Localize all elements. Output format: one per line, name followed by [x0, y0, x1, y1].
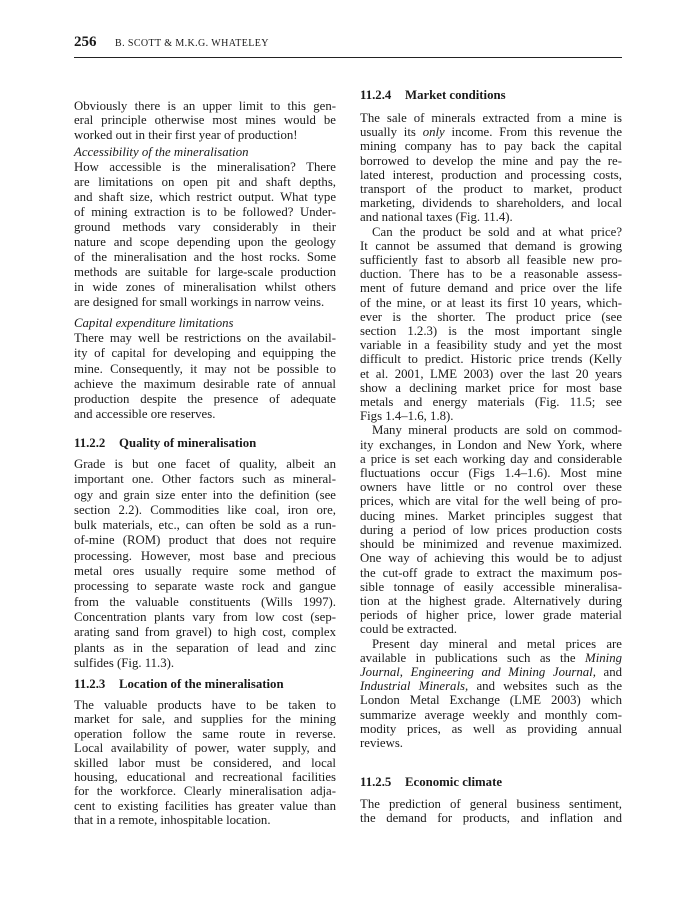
- text: Present day mineral and metal prices are: [372, 636, 622, 651]
- text: of-mine (ROM) product that does not require: [74, 533, 336, 548]
- text: ducing mines. Market principles suggest that: [360, 508, 622, 523]
- text-line: [74, 362, 336, 377]
- quality-paragraph: [74, 457, 336, 671]
- text-line: [74, 160, 336, 175]
- text: the demand for products, and inflation and: [360, 810, 622, 825]
- text-line: [74, 813, 336, 827]
- text-line: [74, 457, 336, 472]
- accessibility-section: [74, 145, 336, 310]
- text: Local availability of power, water supply, and: [74, 741, 336, 756]
- text-line: [74, 564, 336, 579]
- text-line: [74, 727, 336, 741]
- text: section 2.2). Commodities like coal, iron ore,: [74, 502, 336, 517]
- text-line: [360, 452, 622, 466]
- text: a price is set each working day and considerable: [360, 451, 622, 466]
- section-title: Location of the mineralisation: [119, 677, 284, 691]
- text: The sale of minerals extracted from a mine is: [360, 111, 622, 125]
- text: from the valuable constituents (Wills 1997).: [74, 594, 336, 609]
- section-number: 11.2.3: [74, 677, 106, 691]
- text: How accessible is the mineralisation? There: [74, 160, 336, 174]
- text-line: [74, 770, 336, 784]
- text: achieve the maximum desirable rate of annual: [74, 376, 336, 391]
- text-line: [360, 608, 622, 622]
- text: show a declining market price for most base: [360, 380, 622, 395]
- text-line: [74, 175, 336, 190]
- text: summarize average weekly and monthly com-: [360, 707, 622, 722]
- intro-paragraph: [74, 99, 336, 142]
- text-line: [74, 595, 336, 610]
- italic-text: only: [422, 125, 445, 140]
- running-head: [74, 34, 622, 58]
- text-line: [74, 625, 336, 640]
- text: in wide zones of mineralisation whilst others: [74, 280, 336, 294]
- text: et al. 2001, LME 2003) over the last 20 years: [360, 366, 622, 381]
- text: The prediction of general business sentiment,: [360, 797, 622, 811]
- text-line: [360, 665, 622, 679]
- text-line: [360, 480, 622, 494]
- text: arating sand from gravel) to high cost, complex: [74, 625, 336, 640]
- text: fluctuations occur (Figs 1.4–1.6). Most mine: [360, 466, 622, 481]
- text: It cannot be assumed that demand is growing: [360, 238, 622, 253]
- section-title: Market conditions: [405, 88, 506, 102]
- text-line: [360, 196, 622, 210]
- text-line: [360, 438, 622, 452]
- text: of the mineralisation and the host rocks. Some: [74, 250, 336, 264]
- text-line: [360, 267, 622, 281]
- text-line: [360, 367, 622, 381]
- text-line: [74, 392, 336, 407]
- text: and national taxes (Fig. 11.4).: [360, 210, 513, 225]
- text-line: [360, 139, 622, 153]
- text: The valuable products have to be taken to: [74, 698, 336, 712]
- text-line: [360, 395, 622, 409]
- text-line: [74, 331, 336, 346]
- text-line: [74, 265, 336, 280]
- text: Concentration plants vary from low cost (sep-: [74, 609, 336, 624]
- text: sufficiently fast to absorb all feasible new pro-: [360, 253, 622, 268]
- text: metals and energy materials (Fig. 11.5; see: [360, 395, 622, 410]
- text: Can the product be sold and at what price?: [372, 224, 622, 239]
- text-line: [74, 656, 336, 671]
- text: market for sale, and supplies for the mining: [74, 712, 336, 727]
- italic-text: Mining: [585, 650, 622, 665]
- text: difficult to predict. Historic price trends (Kelly: [360, 352, 622, 367]
- text-line: [74, 472, 336, 487]
- text-line: [360, 523, 622, 537]
- text-line: [360, 637, 622, 651]
- text-line: [360, 594, 622, 608]
- text-line: [74, 280, 336, 295]
- climate-paragraph: [360, 798, 622, 825]
- text-line: [74, 741, 336, 755]
- subsection-heading: [74, 145, 336, 160]
- text-line: [360, 423, 622, 437]
- text: of the mine, or at least its first 10 years, which-: [360, 295, 622, 310]
- text-line: [360, 551, 622, 565]
- text: duction. There has to be a reasonable assess-: [360, 267, 622, 282]
- text-line: [360, 651, 622, 665]
- text-line: [360, 708, 622, 722]
- text-line: [74, 712, 336, 726]
- text-line: [74, 488, 336, 503]
- text-line: [360, 296, 622, 310]
- text: housing, educational and recreational facilities: [74, 770, 336, 785]
- text: and: [595, 664, 622, 679]
- text-line: [360, 182, 622, 196]
- text: metal ores usually require some method of: [74, 564, 336, 579]
- italic-text: Journal, Engineering and Mining Journal,: [360, 664, 596, 679]
- text-line: [74, 235, 336, 250]
- text-line: [74, 190, 336, 205]
- text: plants as in the separation of lead and zinc: [74, 640, 336, 655]
- text-line: [74, 698, 336, 712]
- text-line: [74, 549, 336, 564]
- text: periods of higher price, lower grade material: [360, 608, 622, 623]
- text-line: [74, 518, 336, 533]
- text: Many mineral products are sold on commod-: [372, 423, 622, 438]
- text: owners have little or no control over these: [360, 480, 622, 495]
- text-line: [74, 128, 336, 142]
- text: modity prices, as well as providing annual: [360, 721, 622, 736]
- text: usually its: [360, 125, 423, 140]
- text: should be minimized and revenue maximized.: [360, 537, 622, 552]
- subsection-heading: [74, 316, 336, 331]
- text: worked out in their first year of production!: [74, 127, 298, 142]
- market-paragraphs: [360, 111, 622, 750]
- text: prices, which are vital for the well being of pro-: [360, 494, 622, 509]
- text: mine. Consequently, it may not be possible to: [74, 361, 336, 376]
- text-line: [74, 610, 336, 625]
- text: One way of achieving this would be to adjust: [360, 551, 622, 566]
- text: important one. Other factors such as mineral-: [74, 472, 336, 487]
- text-line: [360, 310, 622, 324]
- text: available in publications such as the: [360, 650, 586, 665]
- text-line: [360, 225, 622, 239]
- text: ground methods vary considerably in their: [74, 220, 336, 234]
- section-number: 11.2.5: [360, 775, 392, 789]
- text-line: [360, 736, 622, 750]
- text-line: [360, 580, 622, 594]
- text: ever is the shorter. The product price (see: [360, 309, 622, 324]
- text: variable in a feasibility study and yet the most: [360, 338, 622, 353]
- text: lated interest, production and processing costs,: [360, 167, 622, 182]
- text-line: [360, 537, 622, 551]
- text: ment of future demand and price over the life: [360, 281, 622, 296]
- text: and websites such as the: [468, 679, 623, 694]
- section-heading-11-2-4: [360, 88, 622, 103]
- text: eral principle otherwise most mines would be: [74, 113, 336, 128]
- header-rule: [74, 57, 622, 58]
- text-line: [74, 250, 336, 265]
- text-line: [360, 154, 622, 168]
- text-line: [360, 798, 622, 812]
- text: tion at the highest grade. Alternatively during: [360, 593, 622, 608]
- text-line: [360, 566, 622, 580]
- text-line: [360, 125, 622, 139]
- text-line: [74, 113, 336, 127]
- text: section 1.2.3) is the most important single: [360, 324, 622, 339]
- italic-text: Industrial Minerals,: [360, 679, 469, 694]
- text: skilled labor must be considered, and local: [74, 755, 336, 770]
- section-title: Quality of mineralisation: [119, 436, 257, 450]
- text-line: [360, 111, 622, 125]
- text-line: [360, 239, 622, 253]
- text: could be extracted.: [360, 622, 457, 637]
- text: There may well be restrictions on the availabil-: [74, 331, 336, 346]
- text: for the workforce. Clearly mineralisation adja-: [74, 784, 336, 799]
- text: processing to separate waste rock and gangue: [74, 579, 336, 594]
- text-line: [360, 253, 622, 267]
- text-line: [74, 99, 336, 113]
- text-line: [74, 205, 336, 220]
- section-number: 11.2.4: [360, 88, 392, 102]
- text-line: [360, 409, 622, 423]
- text-line: [74, 641, 336, 656]
- text-line: [360, 622, 622, 636]
- text-line: [360, 693, 622, 707]
- section-heading-11-2-3: [74, 677, 336, 692]
- text: ity of capital for developing and equipping the: [74, 346, 336, 361]
- text: are designed for small workings in narrow veins.: [74, 295, 325, 309]
- text: processing. However, most base and precious: [74, 548, 336, 563]
- text: ity exchanges, in London and New York, where: [360, 437, 622, 452]
- text-line: [360, 509, 622, 523]
- text-line: [360, 679, 622, 693]
- text: of mining extraction is to be followed? Under-: [74, 205, 336, 219]
- text: marketing, dividends to shareholders, and local: [360, 196, 622, 211]
- text-line: [360, 281, 622, 295]
- section-heading-11-2-2: [74, 436, 336, 451]
- text: nature and scope depending upon the geology: [74, 235, 336, 249]
- italic-text: Capital expenditure limitations: [74, 316, 234, 330]
- section-number: 11.2.2: [74, 436, 106, 450]
- text-line: [360, 381, 622, 395]
- text-line: [74, 533, 336, 548]
- text-line: [74, 503, 336, 518]
- text-line: [74, 295, 336, 310]
- text: methods are suitable for large-scale production: [74, 265, 336, 279]
- text-line: [360, 324, 622, 338]
- text: sible tonnage of easily accessible mineralisa-: [360, 579, 622, 594]
- text-line: [360, 722, 622, 736]
- section-title: Economic climate: [405, 775, 503, 789]
- text-line: [74, 220, 336, 235]
- text: during a period of low prices production costs: [360, 522, 622, 537]
- text: and accessible ore reserves.: [74, 407, 216, 422]
- text: production despite the presence of adequate: [74, 392, 336, 407]
- text: mining company has to pay back the capital: [360, 139, 622, 154]
- text: Figs 1.4–1.6, 1.8).: [360, 409, 454, 424]
- text-line: [74, 377, 336, 392]
- italic-text: Accessibility of the mineralisation: [74, 145, 249, 159]
- text-line: [360, 168, 622, 182]
- text-line: [74, 756, 336, 770]
- text-line: [74, 579, 336, 594]
- text-line: [360, 338, 622, 352]
- text-line: [74, 407, 336, 422]
- text: ogy and grain size enter into the definition (see: [74, 487, 336, 502]
- text-line: [74, 346, 336, 361]
- text-line: [74, 784, 336, 798]
- text: London Metal Exchange (LME 2003) which: [360, 693, 622, 708]
- text: bulk materials, etc., can often be sold as a run-: [74, 518, 336, 533]
- section-heading-11-2-5: [360, 775, 622, 790]
- location-paragraph: [74, 698, 336, 828]
- running-head-authors: B. SCOTT & M.K.G. WHATELEY: [115, 38, 269, 49]
- text: Obviously there is an upper limit to this gen-: [74, 99, 336, 113]
- text: sulfides (Fig. 11.3).: [74, 655, 175, 670]
- text-line: [360, 210, 622, 224]
- text-line: [360, 352, 622, 366]
- text: cent to existing facilities has greater value than: [74, 798, 336, 813]
- text: Grade is but one facet of quality, albeit an: [74, 457, 336, 471]
- text: the cut-off grade to extract the maximum pos-: [360, 565, 622, 580]
- text-line: [360, 466, 622, 480]
- text: that in a remote, inhospitable location.: [74, 813, 271, 828]
- text: borrowed to develop the mine and pay the re-: [360, 153, 622, 168]
- text: reviews.: [360, 735, 403, 750]
- text-line: [360, 812, 622, 826]
- text: are limitations on open pit and shaft depths,: [74, 175, 336, 189]
- text-line: [74, 799, 336, 813]
- text: transport of the product to market, product: [360, 182, 622, 197]
- text: and shaft size, which restrict output. What type: [74, 190, 336, 204]
- text: income. From this revenue the: [444, 125, 622, 140]
- capital-section: [74, 316, 336, 422]
- page-number: 256: [74, 34, 97, 50]
- text: operation follow the same route in reverse.: [74, 726, 336, 741]
- text-line: [360, 494, 622, 508]
